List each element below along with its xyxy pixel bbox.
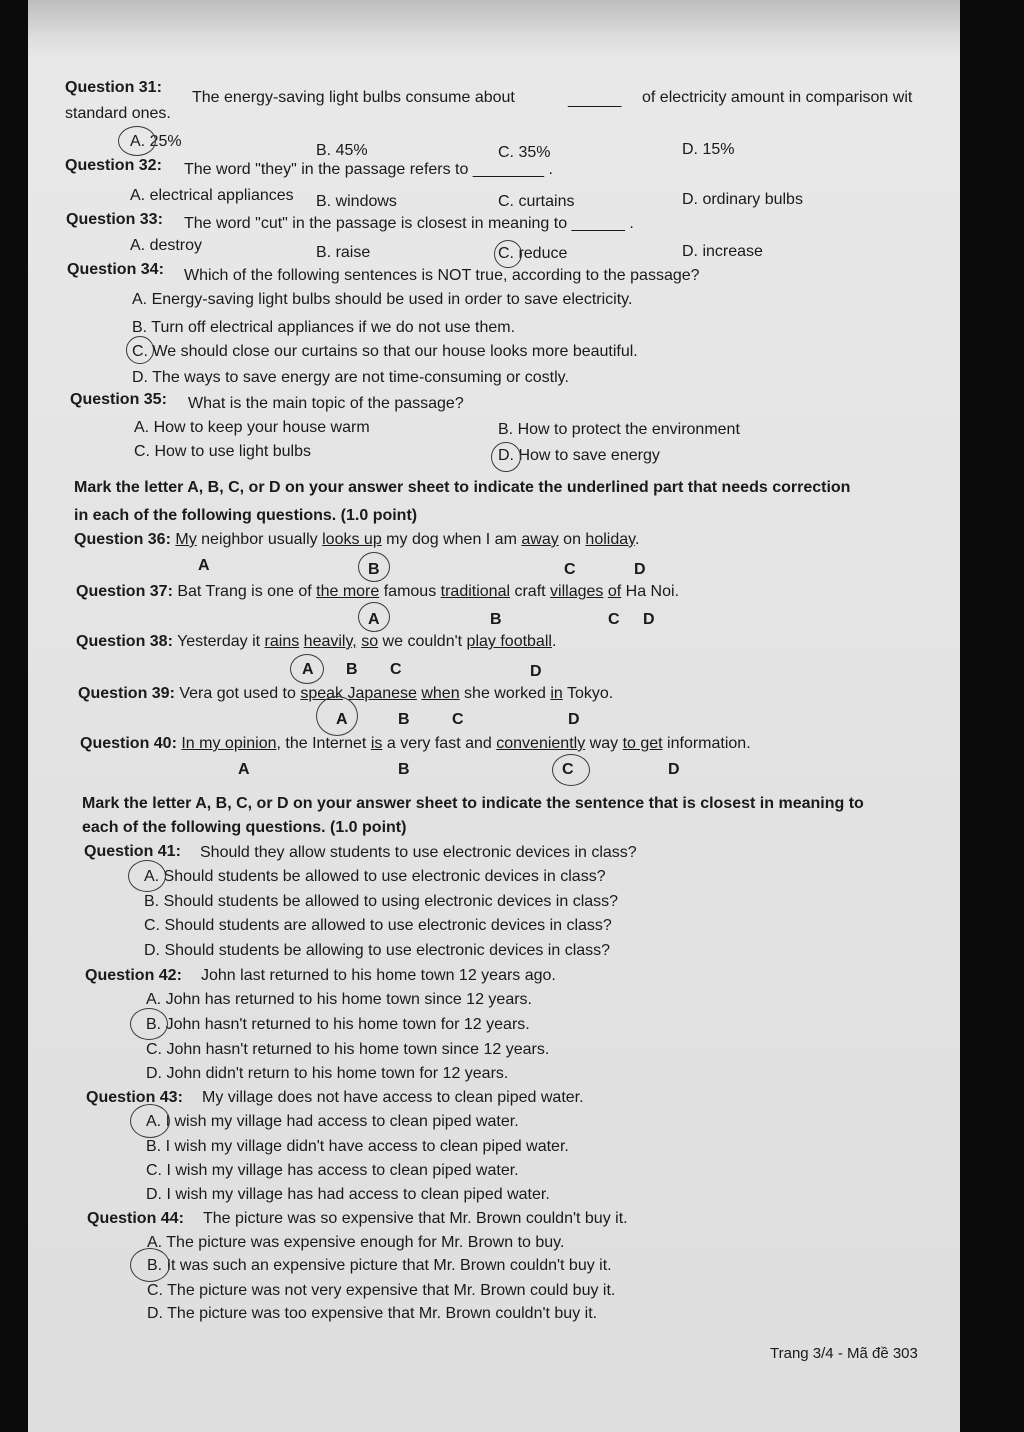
- q33-option-b: B. raise: [316, 244, 371, 261]
- section3-instruction-line2: each of the following questions. (1.0 point): [82, 819, 407, 836]
- q31-option-b: B. 45%: [316, 142, 368, 159]
- q39-letter-d: D: [568, 711, 580, 728]
- q36-part-b: looks up: [322, 531, 382, 548]
- q44-option-c: C. The picture was not very expensive that Mr. Brown could buy it.: [147, 1282, 616, 1299]
- q34-option-a: A. Energy-saving light bulbs should be used in order to save electricity.: [132, 291, 633, 308]
- q39-part-b: speak: [300, 685, 344, 702]
- q32-text: The word "they" in the passage refers to ________ .: [184, 161, 553, 178]
- q40-part-d: to get: [622, 735, 663, 752]
- q40-letter-d: D: [668, 761, 680, 778]
- q42-option-a: A. John has returned to his home town since 12 years.: [146, 991, 532, 1008]
- q36-letter-a: A: [198, 557, 210, 574]
- q44-option-a: A. The picture was expensive enough for Mr. Brown to buy.: [147, 1234, 565, 1251]
- q38-letter-b: B: [346, 661, 358, 678]
- q44-label: Question 44:: [87, 1210, 184, 1227]
- q40-sentence: [80, 736, 751, 752]
- answer-circle-q43: [130, 1104, 170, 1138]
- q43-text: My village does not have access to clean piped water.: [202, 1089, 584, 1106]
- answer-circle-q38: [290, 654, 324, 684]
- q31-text: The energy-saving light bulbs consume about: [192, 89, 515, 106]
- q38-letter-d: D: [530, 663, 542, 680]
- q37-part-a: the more: [316, 583, 380, 600]
- q33-option-c: C. reduce: [498, 245, 568, 262]
- q40-part-a: In my opinion,: [181, 735, 281, 752]
- q38-part-d: play football: [466, 633, 552, 650]
- q42-text: John last returned to his home town 12 years ago.: [201, 967, 556, 984]
- q38-part-c: so: [361, 633, 379, 650]
- q39-part-c: Japanese: [347, 685, 417, 702]
- q35-option-a: A. How to keep your house warm: [134, 419, 370, 436]
- q36-sentence: [74, 532, 639, 548]
- q43-option-a: A. I wish my village had access to clean piped water.: [146, 1113, 519, 1130]
- section3-instruction-line1: Mark the letter A, B, C, or D on your answer sheet to indicate the sentence that is closest in meaning to: [82, 795, 864, 812]
- q36-letter-d: D: [634, 561, 646, 578]
- q34-option-b: B. Turn off electrical appliances if we do not use them.: [132, 319, 516, 336]
- q38-text-2: we couldn't: [382, 633, 463, 650]
- q31-text-end: standard ones.: [65, 105, 171, 122]
- q33-option-a: A. destroy: [130, 237, 203, 254]
- q40-part-b: is: [370, 735, 383, 752]
- q38-period: .: [551, 633, 557, 650]
- q31-option-a: A. 25%: [130, 133, 182, 150]
- q36-period: .: [634, 531, 640, 548]
- q44-text: The picture was so expensive that Mr. Brown couldn't buy it.: [203, 1210, 628, 1227]
- q43-option-d: D. I wish my village has had access to clean piped water.: [146, 1186, 550, 1203]
- q37-text-3: craft: [514, 583, 546, 600]
- q39-text-3: Tokyo.: [566, 685, 614, 702]
- answer-circle-q41: [128, 860, 166, 892]
- q37-text-4: Ha Noi.: [625, 583, 680, 600]
- q38-text-1: Yesterday it: [177, 633, 261, 650]
- q37-letter-a: A: [368, 611, 380, 628]
- q37-letter-d: D: [643, 611, 655, 628]
- page-fold-shadow: [28, 0, 960, 60]
- q35-text: What is the main topic of the passage?: [188, 395, 464, 412]
- section2-instruction-line1: Mark the letter A, B, C, or D on your answer sheet to indicate the underlined part that needs correction: [74, 479, 851, 496]
- q35-option-c: C. How to use light bulbs: [134, 443, 311, 460]
- q39-letter-c: C: [452, 711, 464, 728]
- q34-label: Question 34:: [67, 261, 164, 278]
- q42-option-c: C. John hasn't returned to his home town since 12 years.: [146, 1041, 550, 1058]
- q43-label: Question 43:: [86, 1089, 183, 1106]
- q33-text: The word "cut" in the passage is closest in meaning to ______ .: [184, 215, 634, 232]
- q37-part-c: villages: [550, 583, 604, 600]
- q37-sentence: [76, 584, 679, 600]
- answer-circle-q34: [126, 336, 154, 364]
- q41-label: Question 41:: [84, 843, 181, 860]
- q35-option-d: D. How to save energy: [498, 447, 660, 464]
- q31-text-cont: of electricity amount in comparison wit: [642, 89, 913, 106]
- answer-circle-q39: [316, 696, 358, 736]
- q32-option-b: B. windows: [316, 193, 397, 210]
- q37-part-b: traditional: [440, 583, 511, 600]
- q36-label: Question 36:: [74, 531, 171, 548]
- q44-option-d: D. The picture was too expensive that Mr. Brown couldn't buy it.: [147, 1305, 598, 1322]
- q39-part-e: in: [550, 685, 563, 702]
- q35-label: Question 35:: [70, 391, 167, 408]
- q37-part-d: of: [607, 583, 622, 600]
- q43-option-b: B. I wish my village didn't have access to clean piped water.: [146, 1138, 569, 1155]
- q40-letter-c: C: [562, 761, 574, 778]
- exam-page: [28, 0, 960, 1432]
- q32-option-a: A. electrical appliances: [130, 187, 294, 204]
- q42-option-d: D. John didn't return to his home town for 12 years.: [146, 1065, 509, 1082]
- q36-part-c: away: [521, 531, 559, 548]
- q39-part-d: when: [421, 685, 460, 702]
- q39-letter-a: A: [336, 711, 348, 728]
- q34-option-c: C. We should close our curtains so that our house looks more beautiful.: [132, 343, 638, 360]
- q38-letter-c: C: [390, 661, 402, 678]
- q38-sentence: [76, 634, 556, 650]
- q37-label: Question 37:: [76, 583, 173, 600]
- q36-part-d: holiday: [585, 531, 635, 548]
- q37-letter-b: B: [490, 611, 502, 628]
- q38-letter-a: A: [302, 661, 314, 678]
- q40-label: Question 40:: [80, 735, 177, 752]
- q41-option-c: C. Should students are allowed to use electronic devices in class?: [144, 917, 612, 934]
- q42-option-b: B. John hasn't returned to his home town for 12 years.: [146, 1016, 530, 1033]
- q37-letter-c: C: [608, 611, 620, 628]
- q34-text: Which of the following sentences is NOT true, according to the passage?: [184, 267, 700, 284]
- q38-part-a: rains: [264, 633, 300, 650]
- q39-label: Question 39:: [78, 685, 175, 702]
- q32-option-c: C. curtains: [498, 193, 575, 210]
- q40-letter-a: A: [238, 761, 250, 778]
- q33-label: Question 33:: [66, 211, 163, 228]
- q36-part-a: My: [175, 531, 197, 548]
- q35-option-b: B. How to protect the environment: [498, 421, 740, 438]
- page-footer: Trang 3/4 - Mã đề 303: [770, 1345, 918, 1362]
- q31-label: Question 31:: [65, 79, 162, 96]
- q40-text-4: information.: [667, 735, 751, 752]
- q31-option-d: D. 15%: [682, 141, 735, 158]
- q38-part-b: heavily,: [303, 633, 357, 650]
- q43-option-c: C. I wish my village has access to clean piped water.: [146, 1162, 519, 1179]
- q36-text-2: my dog when I am: [386, 531, 517, 548]
- q39-text-1: Vera got used to: [179, 685, 296, 702]
- q40-text-2: a very fast and: [386, 735, 492, 752]
- q32-label: Question 32:: [65, 157, 162, 174]
- q36-letter-c: C: [564, 561, 576, 578]
- q40-text-1: the Internet: [285, 735, 367, 752]
- q37-text-2: famous: [383, 583, 437, 600]
- q36-text-1: neighbor usually: [201, 531, 318, 548]
- q31-option-c: C. 35%: [498, 144, 551, 161]
- q37-text-1: Bat Trang is one of: [177, 583, 312, 600]
- answer-circle-q33: [494, 240, 522, 268]
- answer-circle-q42: [130, 1008, 168, 1040]
- answer-circle-q44: [130, 1248, 170, 1282]
- q36-letter-b: B: [368, 561, 380, 578]
- q31-blank: ______: [568, 91, 622, 108]
- q33-option-d: D. increase: [682, 243, 763, 260]
- q38-label: Question 38:: [76, 633, 173, 650]
- answer-circle-q31: [118, 126, 156, 156]
- section2-instruction-line2: in each of the following questions. (1.0 point): [74, 507, 418, 524]
- q36-text-3: on: [563, 531, 581, 548]
- q44-option-b: B. It was such an expensive picture that Mr. Brown couldn't buy it.: [147, 1257, 612, 1274]
- q41-option-a: A. Should students be allowed to use electronic devices in class?: [144, 868, 606, 885]
- q40-part-c: conveniently: [496, 735, 586, 752]
- q40-letter-b: B: [398, 761, 410, 778]
- q41-text: Should they allow students to use electronic devices in class?: [200, 844, 637, 861]
- q34-option-d: D. The ways to save energy are not time-consuming or costly.: [132, 369, 569, 386]
- answer-circle-q36: [358, 552, 390, 582]
- q41-option-d: D. Should students be allowing to use electronic devices in class?: [144, 942, 611, 959]
- q39-letter-b: B: [398, 711, 410, 728]
- q40-text-3: way: [589, 735, 619, 752]
- q42-label: Question 42:: [85, 967, 182, 984]
- q32-option-d: D. ordinary bulbs: [682, 191, 803, 208]
- answer-circle-q40: [552, 754, 590, 786]
- q41-option-b: B. Should students be allowed to using electronic devices in class?: [144, 893, 619, 910]
- q39-text-2: she worked: [464, 685, 546, 702]
- answer-circle-q35: [491, 442, 521, 472]
- answer-circle-q37: [358, 602, 390, 632]
